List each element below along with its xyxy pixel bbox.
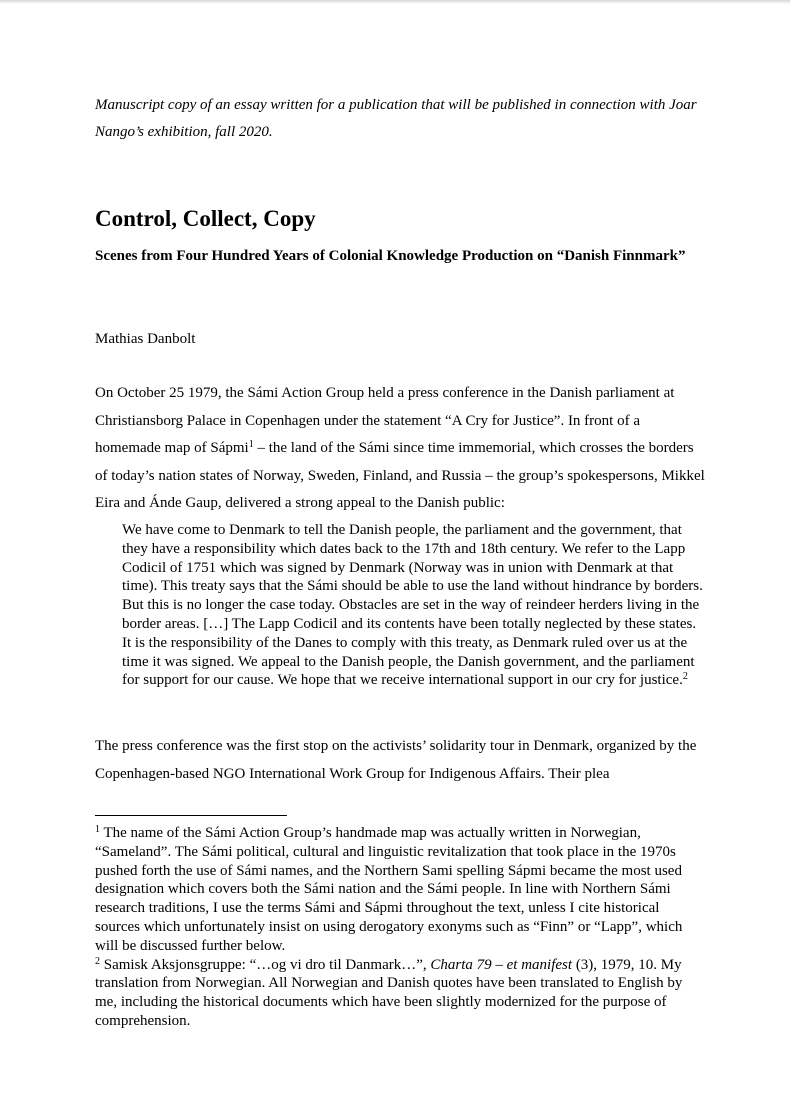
author-name: Mathias Danbolt (95, 331, 196, 347)
footnote-ref-1[interactable]: 1 (248, 439, 254, 451)
block-quote (122, 521, 704, 690)
footnote-1-text: The name of the Sámi Action Group’s handmade map was actually written in Norwegian, “Sameland”. The Sámi political, cultural and linguistic revitalization that took place in the 1970s pushed forth the use of Sámi names, and the Northern Sami spelling Sápmi became the most used designation which covers both the Sámi nation and the Sámi people. In line with Northern Sámi research traditions, I use the terms Sámi and Sápmi throughout the text, unless I cite historical sources which unfortunately insist on using derogatory exonyms such as “Finn” or “Lapp”, which will be discussed further below. (95, 825, 683, 954)
footnote-2-text-b: (3), 1979, 10. My translation from Norwegian. All Norwegian and Danish quotes have been translated to English by me, including the historical documents which have been slightly modernized for the purpose of comprehension. (95, 956, 683, 1029)
footnote-2-journal-title: Charta 79 – et manifest (430, 956, 573, 973)
paragraph-1-text-a: On October 25 1979, the Sámi Action Group held a press conference in the Danish parliament at Christiansborg Palace in Copenhagen under the statement “A Cry for Justice”. In front of a homemade map of Sápmi (95, 385, 675, 457)
page-top-edge (0, 0, 790, 4)
footnote-2-number: 2 (95, 955, 100, 967)
footnote-1-number: 1 (95, 824, 100, 835)
footnote-separator (95, 815, 287, 816)
manuscript-note: Manuscript copy of an essay written for a publication that will be published in connection with Joar Nango’s exhibition, fall 2020. (95, 97, 697, 140)
paragraph-1-text-b: – the land of the Sámi since time immemorial, which crosses the borders of today’s nation states of Norway, Sweden, Finland, and Russia – the group’s spokespersons, Mikkel Eira and Ánde Gaup, delivered a strong appeal to the Danish public: (95, 440, 705, 512)
body-paragraph-2: The press conference was the first stop on the activists’ solidarity tour in Denmark, organized by the Copenhagen-based NGO International Work Group for Indigenous Affairs. Their plea (95, 738, 697, 782)
essay-title: Control, Collect, Copy (95, 206, 316, 231)
footnote-2-text-a: Samisk Aksjonsgruppe: “…og vi dro til Danmark…”, (100, 956, 431, 973)
footnotes (95, 824, 707, 1031)
essay-subtitle: Scenes from Four Hundred Years of Colonial Knowledge Production on “Danish Finnmark” (95, 248, 686, 264)
block-quote-text: We have come to Denmark to tell the Danish people, the parliament and the government, that they have a responsibility which dates back to the 17th and 18th century. We refer to the Lapp Codicil of 1751 which was signed by Denmark (Norway was in union with Denmark at that time). This treaty says that the Sámi should be able to use the land without hindrance by borders. But this is no longer the case today. Obstacles are set in the way of reindeer herders living in the border areas. […] The Lapp Codicil and its contents have been totally neglected by these states. It is the responsibility of the Danes to comply with this treaty, as Denmark ruled over us at the time it was signed. We appeal to the Danish people, the Danish government, and the parliament for support for our cause. We hope that we receive international support in our cry for justice. (122, 522, 703, 689)
body-paragraph-1 (95, 380, 707, 518)
footnote-1 (95, 824, 707, 956)
footnote-2 (95, 956, 707, 1031)
footnote-ref-2[interactable]: 2 (682, 671, 688, 683)
